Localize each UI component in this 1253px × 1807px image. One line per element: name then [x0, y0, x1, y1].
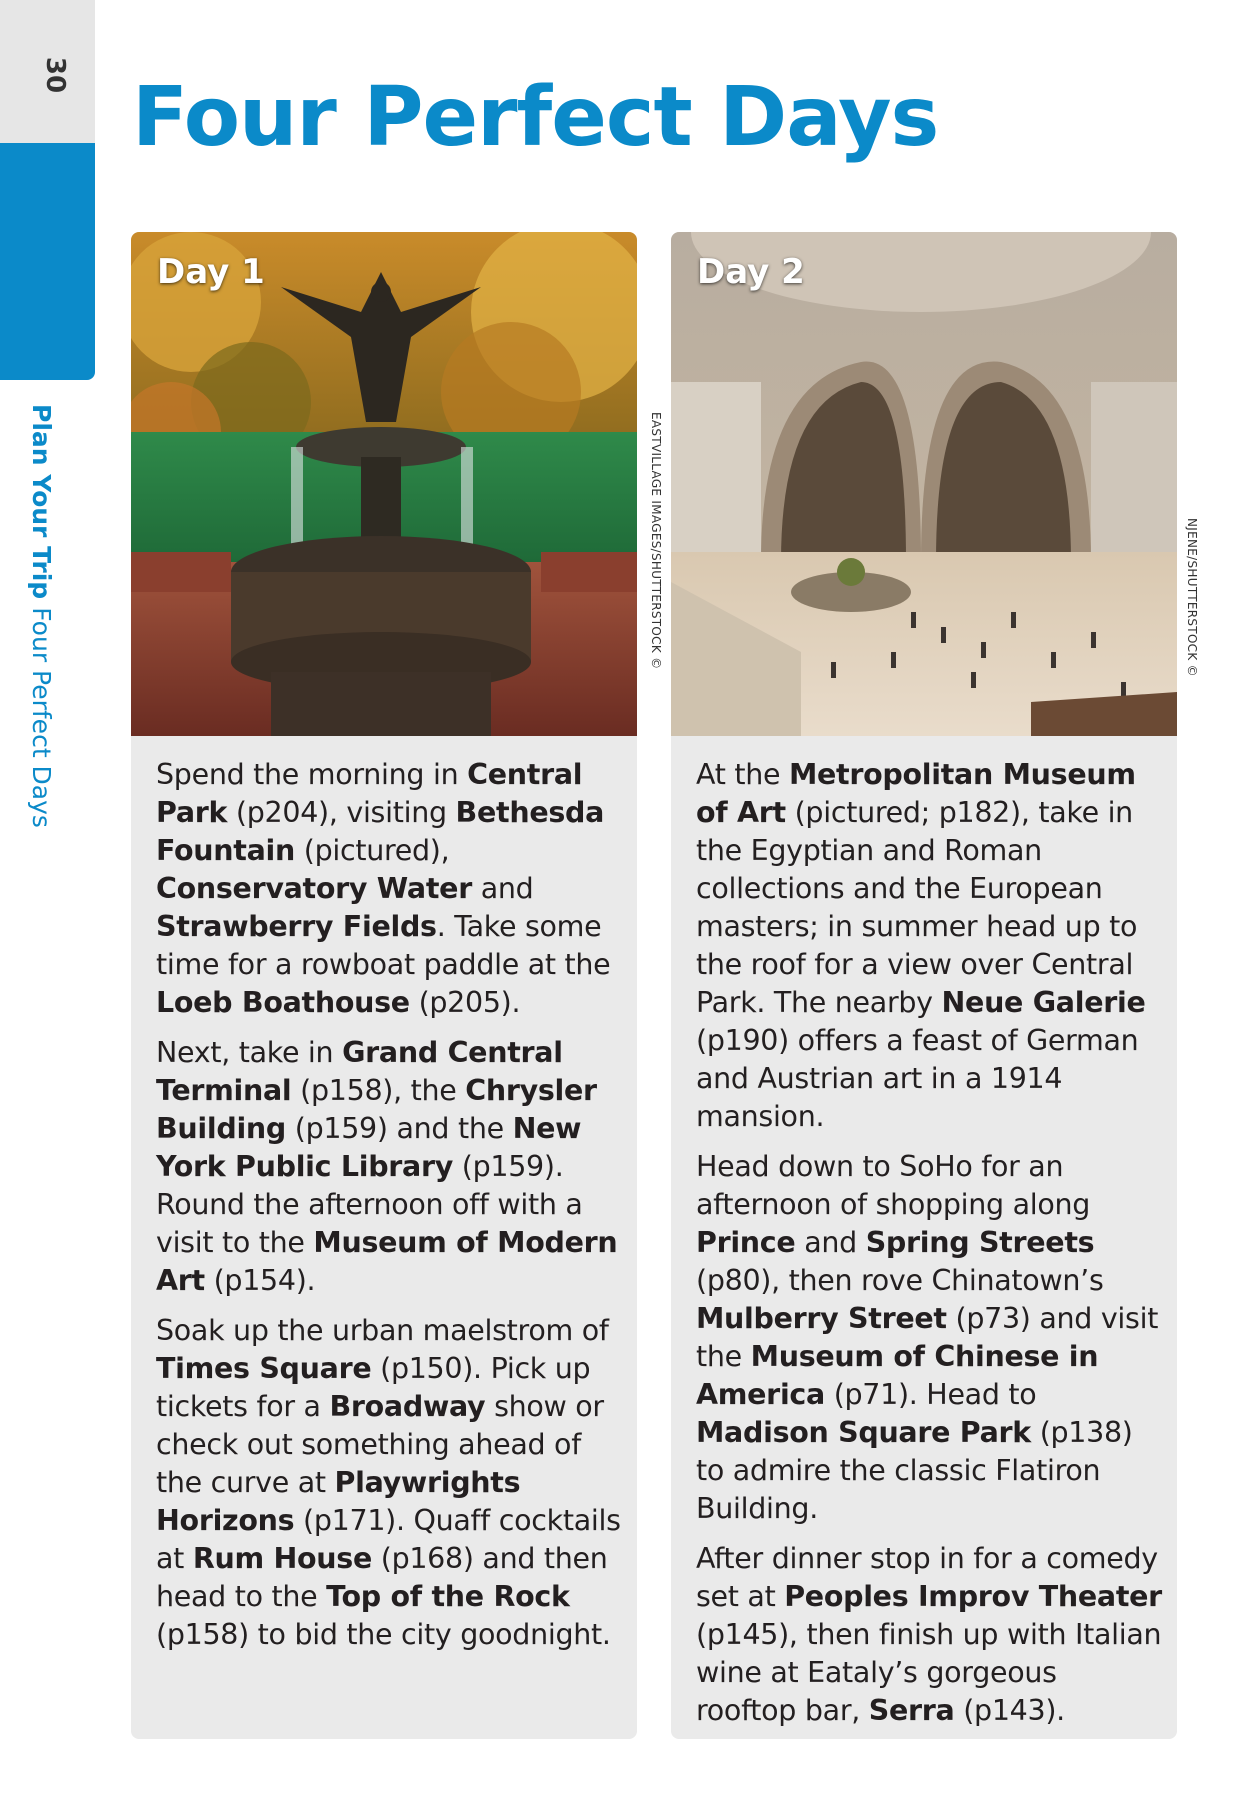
- text-run: (p71). Head to: [824, 1378, 1037, 1411]
- text-run: (p150). Pick up tickets for a: [156, 1352, 591, 1423]
- section-color-tab: [0, 143, 95, 380]
- bold-term: Neue Galerie: [941, 986, 1146, 1019]
- text-run: (p154).: [204, 1264, 316, 1297]
- bold-term: Grand Central Terminal: [156, 1036, 563, 1107]
- day-1-text: [156, 756, 622, 1666]
- text-run: (p145), then finish up with Italian wine at Eataly’s gorgeous rooftop bar,: [696, 1618, 1162, 1727]
- text-run: (p190) offers a feast of German and Austrian art in a 1914 mansion.: [696, 1024, 1139, 1133]
- text-run: (pictured; p182), take in the Egyptian and Roman collections and the European masters; in summer head up to the roof for a view over Central Park. The nearby: [696, 796, 1138, 1019]
- bold-term: Bethesda Fountain: [156, 796, 605, 867]
- page-title: Four Perfect Days: [132, 70, 939, 165]
- paragraph: [156, 756, 622, 1022]
- bold-term: Peoples Improv Theater: [784, 1580, 1162, 1613]
- subsection-name: Four Perfect Days: [27, 607, 56, 828]
- text-run: At the: [696, 758, 789, 791]
- photo-credit-1: EASTVILLAGE IMAGES/SHUTTERSTOCK ©: [649, 412, 663, 670]
- text-run: After dinner stop in for a comedy set at: [696, 1542, 1158, 1613]
- text-run: Spend the morning in: [156, 758, 468, 791]
- text-run: (p205).: [409, 986, 521, 1019]
- paragraph: [156, 1034, 622, 1300]
- text-run: (p168) and then head to the: [156, 1542, 608, 1613]
- text-run: (p158), the: [291, 1074, 466, 1107]
- bold-term: Museum of Modern Art: [156, 1226, 618, 1297]
- text-run: and: [471, 872, 534, 905]
- section-name: Plan Your Trip: [27, 404, 56, 600]
- text-run: (p138) to admire the classic Flatiron Building.: [696, 1416, 1133, 1525]
- text-run: (pictured),: [295, 834, 450, 867]
- bold-term: Top of the Rock: [326, 1580, 570, 1613]
- met-museum-great-hall-photo: [671, 232, 1177, 736]
- bold-term: New York Public Library: [156, 1112, 582, 1183]
- running-header: [26, 404, 56, 828]
- text-run: and: [795, 1226, 866, 1259]
- bold-term: Museum of Chinese in America: [696, 1340, 1099, 1411]
- text-run: (p159). Round the afternoon off with a visit to the: [156, 1150, 583, 1259]
- bold-term: Central Park: [156, 758, 583, 829]
- bold-term: Serra: [868, 1694, 955, 1727]
- text-run: (p158) to bid the city goodnight.: [156, 1618, 611, 1651]
- page-number: 30: [40, 56, 70, 94]
- day-label-2: Day 2: [697, 252, 805, 292]
- bold-term: Strawberry Fields: [156, 910, 437, 943]
- bold-term: Broadway: [329, 1390, 486, 1423]
- bold-term: Mulberry Street: [696, 1302, 947, 1335]
- bold-term: Loeb Boathouse: [156, 986, 410, 1019]
- bold-term: Madison Square Park: [696, 1416, 1031, 1449]
- text-run: (p80), then rove Chinatown’s: [696, 1264, 1104, 1297]
- bold-term: Conservatory Water: [156, 872, 472, 905]
- day-card-1: [131, 232, 637, 1739]
- bold-term: Prince: [696, 1226, 796, 1259]
- day-card-2: [671, 232, 1177, 1739]
- bold-term: Playwrights Horizons: [156, 1466, 521, 1537]
- day-2-text: [696, 756, 1162, 1739]
- paragraph: [696, 1148, 1162, 1528]
- text-run: Head down to SoHo for an afternoon of shopping along: [696, 1150, 1091, 1221]
- bold-term: Times Square: [156, 1352, 372, 1385]
- day-label-1: Day 1: [157, 252, 265, 292]
- paragraph: [696, 1540, 1162, 1730]
- bold-term: Spring Streets: [865, 1226, 1095, 1259]
- text-run: . Take some time for a rowboat paddle at the: [156, 910, 611, 981]
- text-run: Soak up the urban maelstrom of: [156, 1314, 609, 1347]
- text-run: (p73) and visit the: [696, 1302, 1159, 1373]
- paragraph: [696, 756, 1162, 1136]
- bethesda-fountain-photo: [131, 232, 637, 736]
- text-run: show or check out something ahead of the curve at: [156, 1390, 604, 1499]
- text-run: (p204), visiting: [227, 796, 456, 829]
- photo-credit-2: NJENE/SHUTTERSTOCK ©: [1185, 518, 1199, 677]
- page-number-tab: [0, 0, 95, 143]
- bold-term: Rum House: [192, 1542, 372, 1575]
- text-run: (p159) and the: [286, 1112, 513, 1145]
- bold-term: Chrysler Building: [156, 1074, 597, 1145]
- bold-term: Metropolitan Museum of Art: [696, 758, 1136, 829]
- paragraph: [156, 1312, 622, 1654]
- text-run: Next, take in: [156, 1036, 343, 1069]
- text-run: (p171). Quaff cocktails at: [156, 1504, 621, 1575]
- text-run: (p143).: [954, 1694, 1065, 1727]
